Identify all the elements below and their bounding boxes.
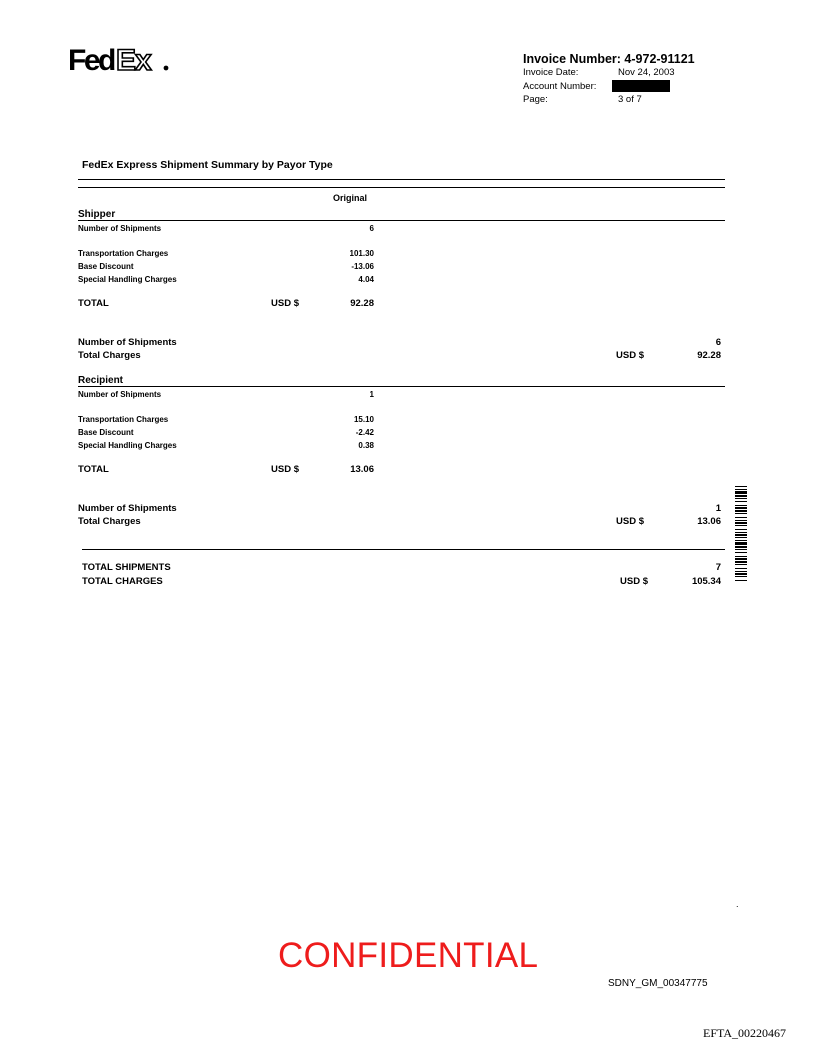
- shipper-total-label: TOTAL: [78, 298, 109, 309]
- recipient-shipments-label: Number of Shipments: [78, 390, 162, 399]
- invoice-number-label: Invoice Number:: [523, 52, 621, 66]
- bates-number: SDNY_GM_00347775: [608, 978, 708, 989]
- fedex-logo: [68, 44, 172, 76]
- total-charges: 105.34: [691, 576, 721, 587]
- total-shipments: 7: [715, 562, 721, 573]
- shipper-sub-shipments: 6: [715, 337, 721, 348]
- shipper-shipments-label: Number of Shipments: [78, 224, 162, 233]
- shipper-sub-shipments-label: Number of Shipments: [78, 337, 177, 348]
- recipient-base-discount-label: Base Discount: [78, 428, 134, 437]
- stray-mark: .: [736, 899, 739, 909]
- recipient-total-label: TOTAL: [78, 464, 109, 475]
- shipper-total-currency: USD $: [271, 298, 299, 309]
- shipper-rule: [78, 220, 725, 221]
- recipient-shipments: 1: [369, 390, 374, 399]
- total-charges-currency: USD $: [620, 576, 648, 587]
- shipper-shipments: 6: [369, 224, 374, 233]
- summary-title: FedEx Express Shipment Summary by Payor Type: [82, 159, 333, 171]
- total-charges-label: TOTAL CHARGES: [82, 576, 163, 587]
- recipient-transportation-label: Transportation Charges: [78, 415, 169, 424]
- shipper-group-label: Shipper: [78, 209, 116, 220]
- shipper-base-discount: -13.06: [351, 262, 374, 271]
- recipient-special-handling-label: Special Handling Charges: [78, 441, 177, 450]
- invoice-date: Nov 24, 2003: [618, 67, 675, 78]
- total-shipments-label: TOTAL SHIPMENTS: [82, 562, 171, 573]
- shipper-special-handling-label: Special Handling Charges: [78, 275, 177, 284]
- top-rule-2: [78, 187, 725, 188]
- recipient-sub-shipments-label: Number of Shipments: [78, 503, 177, 514]
- redacted-account-number: [612, 80, 670, 92]
- svg-text:Ex: Ex: [116, 44, 151, 76]
- column-header-original: Original: [333, 193, 368, 203]
- recipient-sub-shipments: 1: [715, 503, 721, 514]
- svg-text:Fed: Fed: [68, 44, 114, 76]
- efta-number: EFTA_00220467: [703, 1026, 787, 1040]
- shipper-sub-charges-label: Total Charges: [78, 350, 141, 361]
- account-number-label: Account Number:: [523, 81, 597, 92]
- page-label: Page:: [523, 94, 548, 105]
- recipient-special-handling: 0.38: [358, 441, 374, 450]
- recipient-sub-charges: 13.06: [697, 516, 721, 527]
- recipient-group-label: Recipient: [78, 375, 124, 386]
- shipper-sub-currency: USD $: [616, 350, 644, 361]
- shipper-sub-charges: 92.28: [697, 350, 721, 361]
- shipper-transportation-label: Transportation Charges: [78, 249, 169, 258]
- shipper-base-discount-label: Base Discount: [78, 262, 134, 271]
- recipient-base-discount: -2.42: [355, 428, 374, 437]
- invoice-number-line: [523, 52, 695, 66]
- recipient-total-currency: USD $: [271, 464, 299, 475]
- recipient-transportation: 15.10: [353, 415, 374, 424]
- recipient-rule: [78, 386, 725, 387]
- shipper-total: 92.28: [350, 298, 374, 309]
- recipient-total: 13.06: [350, 464, 374, 475]
- recipient-sub-currency: USD $: [616, 516, 644, 527]
- page-number: 3 of 7: [618, 94, 642, 105]
- recipient-sub-charges-label: Total Charges: [78, 516, 141, 527]
- top-rule-1: [78, 179, 725, 180]
- invoice-number: 4-972-91121: [624, 52, 695, 66]
- confidential-stamp: CONFIDENTIAL: [278, 936, 539, 975]
- shipper-transportation: 101.30: [349, 249, 374, 258]
- barcode: [735, 486, 747, 582]
- invoice-date-label: Invoice Date:: [523, 67, 579, 78]
- grand-total-rule: [82, 549, 725, 550]
- shipper-special-handling: 4.04: [358, 275, 374, 284]
